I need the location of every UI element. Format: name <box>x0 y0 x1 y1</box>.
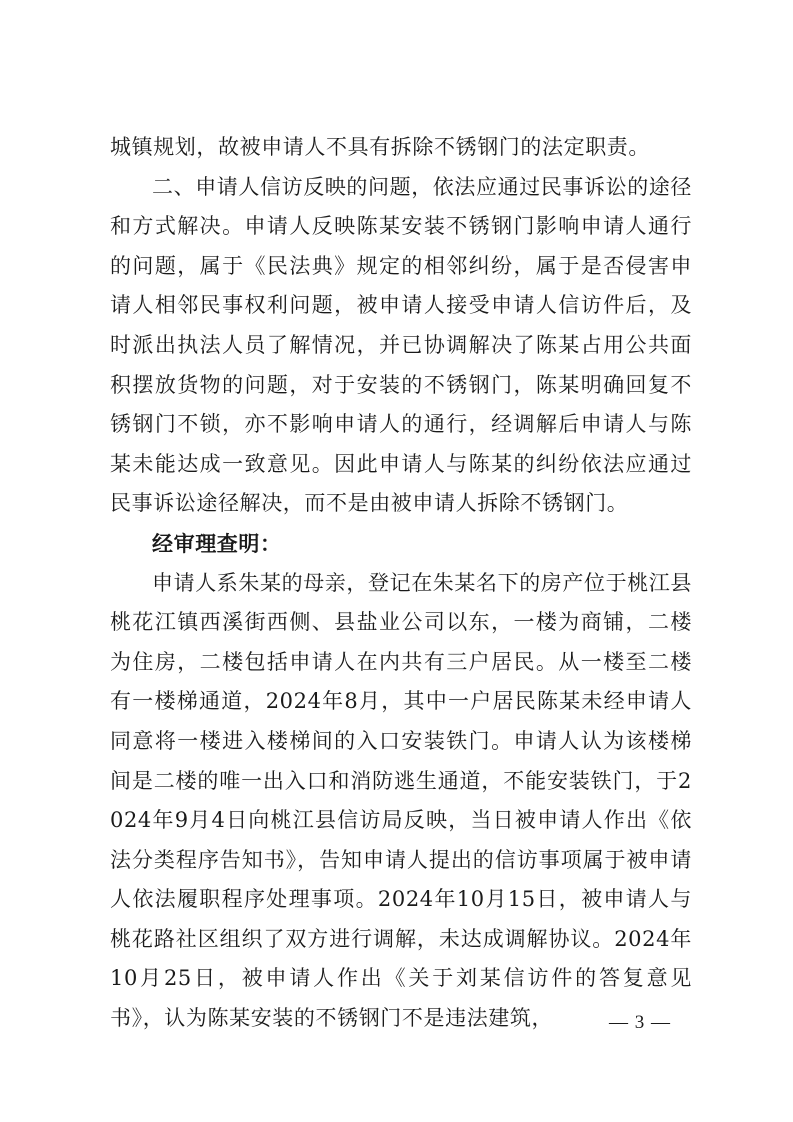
section-heading-findings: 经审理查明： <box>152 530 282 556</box>
paragraph-continuation: 城镇规划，故被申请人不具有拆除不锈钢门的法定职责。 <box>110 135 650 159</box>
document-body <box>110 128 692 1039</box>
paragraph-point-two: 二、申请人信访反映的问题，依法应通过民事诉讼的途径和方式解决。申请人反映陈某安装不锈钢门影响申请人通行的问题，属于《民法典》规定的相邻纠纷，属于是否侵害申请人相邻民事权利问题，被申请人接受申请人信访件后，及时派出执法人员了解情况，并已协调解决了陈某占用公共面积摆放货物的问题，对于安装的不锈钢门，陈某明确回复不锈钢门不锁，亦不影响申请人的通行，经调解后申请人与陈某未能达成一致意见。因此申请人与陈某的纠纷依法应通过民事诉讼途径解决，而不是由被申请人拆除不锈钢门。 <box>110 174 692 516</box>
paragraph-findings: 申请人系朱某的母亲，登记在朱某名下的房产位于桃江县桃花江镇西溪街西侧、县盐业公司以东，一楼为商铺，二楼为住房，二楼包括申请人在内共有三户居民。从一楼至二楼有一楼梯通道，2024年8月，其中一户居民陈某未经申请人同意将一楼进入楼梯间的入口安装铁门。申请人认为该楼梯间是二楼的唯一出入口和消防逃生通道，不能安装铁门，于2024年9月4日向桃江县信访局反映，当日被申请人作出《依法分类程序告知书》，告知申请人提出的信访事项属于被申请人依法履职程序处理事项。2024年10月15日，被申请人与桃花路社区组织了双方进行调解，未达成调解协议。2024年10月25日，被申请人作出《关于刘某信访件的答复意见书》，认为陈某安装的不锈钢门不是违法建筑， <box>110 570 692 1031</box>
page-number: — 3 — <box>609 1012 671 1033</box>
